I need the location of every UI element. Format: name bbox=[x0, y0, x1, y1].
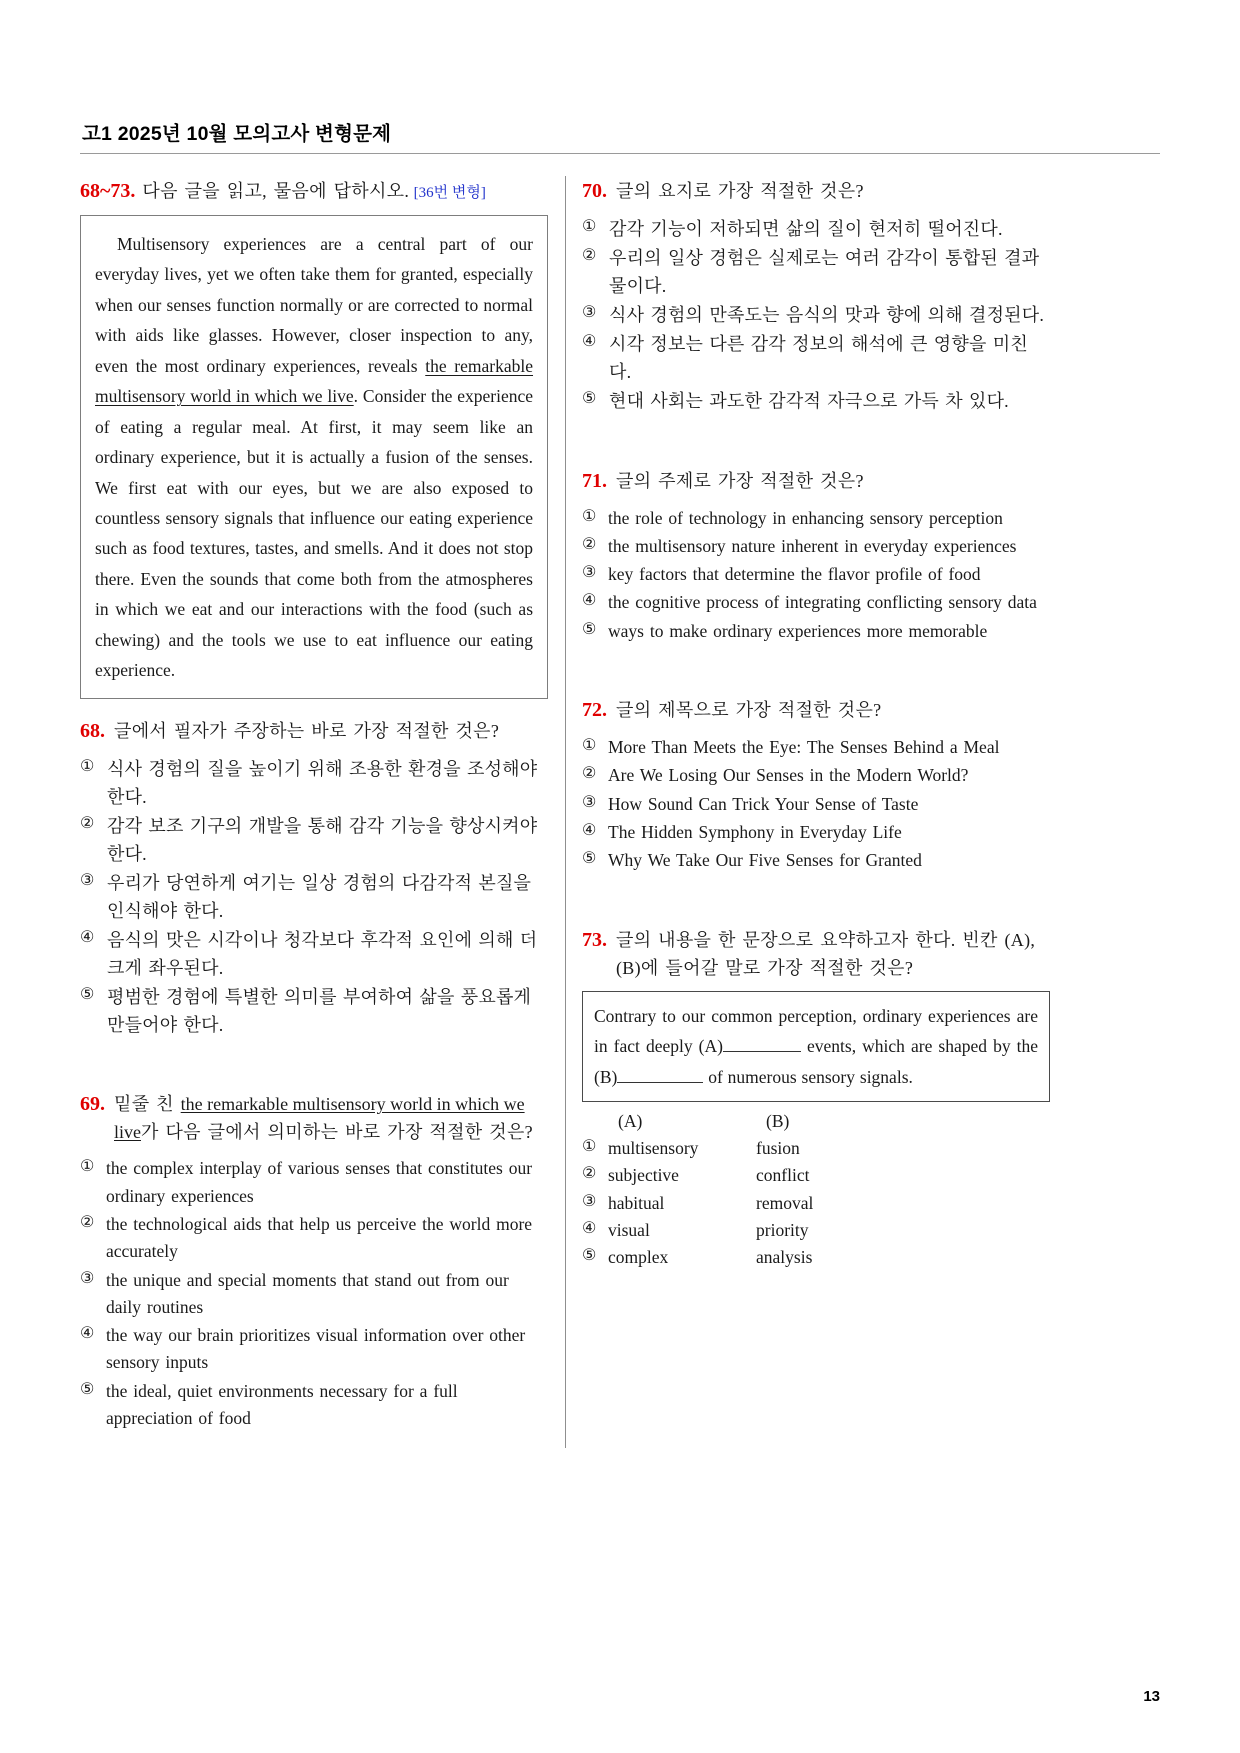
choice-marker: ② bbox=[582, 765, 597, 783]
choice-text: the unique and special moments that stand out from our daily routines bbox=[106, 1269, 509, 1317]
summary-sentence-box bbox=[582, 991, 1050, 1102]
question-73-choices bbox=[582, 1135, 1050, 1271]
question-68-prompt bbox=[80, 716, 548, 746]
choice-text: key factors that determine the flavor profile of food bbox=[608, 564, 981, 585]
choice-marker: ③ bbox=[582, 304, 597, 322]
question-71-number: 71. bbox=[582, 469, 607, 492]
choice-marker: ④ bbox=[80, 1325, 95, 1343]
choice-text: 현대 사회는 과도한 감각적 자극으로 가득 차 있다. bbox=[609, 391, 1009, 412]
question-72-prompt bbox=[582, 695, 1050, 725]
choice-marker: ② bbox=[80, 1213, 95, 1231]
choice-text: the ideal, quiet environments necessary for a full appreciation of food bbox=[106, 1380, 458, 1429]
column-divider bbox=[565, 176, 566, 1448]
choice-text: the technological aids that help us perceive the world more accurately bbox=[106, 1213, 533, 1262]
choice-text-b: conflict bbox=[756, 1165, 810, 1186]
choice-text: 시각 정보는 다른 감각 정보의 해석에 큰 영향을 미친다. bbox=[609, 334, 1028, 383]
question-72-prompt-text: 글의 제목으로 가장 적절한 것은? bbox=[616, 700, 882, 721]
choice-item[interactable] bbox=[582, 505, 1050, 532]
choice-text-b: priority bbox=[756, 1219, 809, 1240]
choice-text: 감각 기능이 저하되면 삶의 질이 현저히 떨어진다. bbox=[609, 219, 1003, 239]
question-range: 68~73. bbox=[80, 180, 136, 202]
choice-item[interactable] bbox=[80, 869, 548, 925]
choice-item[interactable] bbox=[582, 1244, 1050, 1271]
choice-text-a: subjective bbox=[608, 1165, 679, 1186]
blank-b bbox=[617, 1082, 703, 1083]
question-73-prompt bbox=[582, 925, 1050, 982]
section-spacer bbox=[582, 671, 1050, 695]
choice-text: More Than Meets the Eye: The Senses Behind a Meal bbox=[608, 737, 1000, 758]
choice-text-a: complex bbox=[608, 1247, 669, 1268]
choice-item[interactable] bbox=[582, 561, 1050, 588]
choice-marker: ③ bbox=[582, 564, 597, 582]
choice-item[interactable] bbox=[582, 1190, 1050, 1217]
question-69-choices bbox=[80, 1155, 548, 1432]
question-71-prompt bbox=[582, 466, 1050, 496]
choice-item[interactable] bbox=[582, 1217, 1050, 1244]
section-spacer bbox=[582, 442, 1050, 466]
passage-part-1: Multisensory experiences are a central part of our everyday lives, yet we often take them for granted, especially when our senses function normally or are corrected to normal with aids like glasses. However, closer inspection to any, even the most ordinary experiences, reveals bbox=[95, 234, 533, 376]
passage-instruction bbox=[80, 176, 548, 206]
instruction-text: 다음 글을 읽고, 물음에 답하시오. bbox=[142, 181, 410, 201]
choice-item[interactable] bbox=[582, 244, 1050, 300]
choice-item[interactable] bbox=[582, 1162, 1050, 1189]
choice-text-b: removal bbox=[756, 1192, 814, 1213]
choice-marker: ② bbox=[582, 1165, 597, 1183]
choice-text-a: multisensory bbox=[608, 1137, 699, 1158]
choice-marker: ④ bbox=[582, 821, 597, 839]
reading-passage-box bbox=[80, 215, 548, 699]
question-69-prompt-pre: 밑줄 친 bbox=[114, 1094, 181, 1115]
right-column bbox=[582, 176, 1050, 1546]
question-70-prompt bbox=[582, 176, 1050, 206]
choice-marker: ⑤ bbox=[582, 620, 597, 638]
choice-item[interactable] bbox=[582, 387, 1050, 415]
choice-text: 음식의 맛은 시각이나 청각보다 후각적 요인에 의해 더 크게 좌우된다. bbox=[107, 930, 538, 979]
answer-table-header bbox=[582, 1111, 1050, 1132]
section-spacer bbox=[80, 1065, 548, 1089]
choice-item[interactable] bbox=[582, 819, 1050, 846]
choice-marker: ④ bbox=[582, 333, 597, 351]
choice-text: How Sound Can Trick Your Sense of Taste bbox=[608, 793, 919, 814]
column-gutter bbox=[548, 176, 582, 1546]
choice-text: 평범한 경험에 특별한 의미를 부여하여 삶을 풍요롭게 만들어야 한다. bbox=[107, 987, 532, 1036]
choice-item[interactable] bbox=[582, 791, 1050, 818]
left-column bbox=[80, 176, 548, 1546]
question-69-underlined-phrase: the remarkable multisensory world in which we live bbox=[114, 1094, 525, 1143]
question-68-number: 68. bbox=[80, 719, 105, 742]
choice-text: the multisensory nature inherent in everyday experiences bbox=[608, 535, 1017, 556]
question-69-prompt bbox=[80, 1089, 548, 1146]
choice-text-b: analysis bbox=[756, 1247, 813, 1268]
question-69-prompt-post: 가 다음 글에서 의미하는 바로 가장 적절한 것은? bbox=[141, 1122, 533, 1143]
question-69-number: 69. bbox=[80, 1093, 105, 1116]
choice-marker: ① bbox=[582, 1137, 597, 1155]
section-spacer bbox=[582, 901, 1050, 925]
summary-segment-3: of numerous sensory signals. bbox=[703, 1067, 913, 1088]
choice-text: Are We Losing Our Senses in the Modern World? bbox=[608, 765, 969, 786]
question-68-choices bbox=[80, 755, 548, 1040]
summary-sentence-text bbox=[594, 1001, 1038, 1093]
choice-marker: ① bbox=[582, 507, 597, 525]
choice-marker: ③ bbox=[80, 871, 95, 889]
question-72-number: 72. bbox=[582, 699, 607, 722]
choice-text-a: visual bbox=[608, 1219, 650, 1240]
question-70 bbox=[582, 176, 1050, 416]
choice-text: ways to make ordinary experiences more memorable bbox=[608, 620, 988, 641]
choice-item[interactable] bbox=[582, 847, 1050, 874]
choice-marker: ① bbox=[80, 757, 95, 775]
question-70-choices bbox=[582, 215, 1050, 416]
page-number: 13 bbox=[1143, 1688, 1160, 1705]
choice-item[interactable] bbox=[582, 330, 1050, 386]
blank-a bbox=[723, 1051, 801, 1052]
choice-marker: ② bbox=[80, 814, 95, 832]
choice-marker: ⑤ bbox=[80, 986, 95, 1004]
choice-marker: ① bbox=[582, 737, 597, 755]
choice-item[interactable] bbox=[80, 1267, 548, 1322]
question-69 bbox=[80, 1089, 548, 1432]
choice-item[interactable] bbox=[80, 926, 548, 982]
header-divider bbox=[80, 153, 1160, 154]
choice-item[interactable] bbox=[80, 1155, 548, 1210]
question-71 bbox=[582, 466, 1050, 645]
question-73 bbox=[582, 925, 1050, 1272]
choice-marker: ② bbox=[582, 535, 597, 553]
choice-item[interactable] bbox=[582, 734, 1050, 761]
question-73-prompt-line-2: (B)에 들어갈 말로 가장 적절한 것은? bbox=[616, 957, 914, 978]
question-71-prompt-text: 글의 주제로 가장 적절한 것은? bbox=[616, 470, 864, 491]
question-70-prompt-text: 글의 요지로 가장 적절한 것은? bbox=[616, 181, 864, 201]
choice-item[interactable] bbox=[582, 762, 1050, 789]
choice-item[interactable] bbox=[80, 983, 548, 1039]
question-68 bbox=[80, 716, 548, 1040]
choice-item[interactable] bbox=[80, 812, 548, 868]
choice-marker: ① bbox=[582, 218, 597, 235]
choice-item[interactable] bbox=[582, 618, 1050, 645]
summary-segment-2: events, which are shaped by the (B) bbox=[594, 1036, 1039, 1088]
question-73-number: 73. bbox=[582, 928, 607, 951]
passage-part-2: . Consider the experience of eating a regular meal. At first, it may seem like an ordinary experience, but it is actually a fusion of the senses. We first eat with our eyes, but we are also exposed to countless sensory signals that influence our eating experience such as food textures, tastes, and smells. And it does not stop there. Even the sounds that come both from the atmospheres in which we eat and our interactions with the food (such as chewing) and the tools we use to eat influence our eating experience. bbox=[95, 386, 534, 681]
question-70-number: 70. bbox=[582, 180, 607, 202]
choice-text-a: habitual bbox=[608, 1192, 665, 1213]
choice-marker: ③ bbox=[582, 793, 597, 811]
choice-item[interactable] bbox=[80, 1322, 548, 1377]
summary-segment-1: Contrary to our common perception, ordinary experiences are in fact deeply (A) bbox=[594, 1005, 1038, 1057]
choice-text: 감각 보조 기구의 개발을 통해 감각 기능을 향상시켜야 한다. bbox=[107, 815, 538, 864]
choice-text: the way our brain prioritizes visual information over other sensory inputs bbox=[106, 1325, 526, 1373]
choice-marker: ④ bbox=[80, 929, 95, 947]
choice-item[interactable] bbox=[80, 1211, 548, 1266]
choice-item[interactable] bbox=[582, 533, 1050, 560]
choice-text: 식사 경험의 질을 높이기 위해 조용한 환경을 조성해야 한다. bbox=[107, 758, 538, 807]
question-73-prompt-line-1: 글의 내용을 한 문장으로 요약하고자 한다. 빈칸 (A), bbox=[616, 929, 1036, 950]
source-tag: [36번 변형] bbox=[413, 185, 486, 201]
choice-marker: ④ bbox=[582, 592, 597, 610]
choice-marker: ② bbox=[582, 247, 597, 265]
choice-item[interactable] bbox=[582, 589, 1050, 616]
two-column-layout bbox=[80, 176, 1160, 1546]
choice-marker: ⑤ bbox=[582, 1247, 597, 1265]
choice-item[interactable] bbox=[80, 1378, 548, 1433]
choice-text: the complex interplay of various senses that constitutes our ordinary experiences bbox=[106, 1158, 533, 1206]
choice-item[interactable] bbox=[582, 215, 1050, 243]
choice-item[interactable] bbox=[80, 755, 548, 811]
choice-item[interactable] bbox=[582, 1135, 1050, 1162]
choice-text: 우리가 당연하게 여기는 일상 경험의 다감각적 본질을 인식해야 한다. bbox=[107, 872, 532, 921]
choice-item[interactable] bbox=[582, 301, 1050, 329]
choice-marker: ⑤ bbox=[80, 1380, 95, 1398]
choice-marker: ⑤ bbox=[582, 390, 597, 408]
choice-marker: ③ bbox=[582, 1192, 597, 1210]
question-68-prompt-text: 글에서 필자가 주장하는 바로 가장 적절한 것은? bbox=[114, 720, 500, 741]
question-72-choices bbox=[582, 734, 1050, 874]
choice-marker: ④ bbox=[582, 1219, 597, 1237]
page-title: 고1 2025년 10월 모의고사 변형문제 bbox=[82, 123, 392, 145]
reading-passage-text bbox=[95, 229, 533, 686]
choice-marker: ① bbox=[80, 1158, 95, 1176]
choice-text: 식사 경험의 만족도는 음식의 맛과 향에 의해 결정된다. bbox=[609, 305, 1045, 326]
choice-marker: ③ bbox=[80, 1269, 95, 1287]
question-71-choices bbox=[582, 505, 1050, 645]
choice-marker: ⑤ bbox=[582, 850, 597, 868]
choice-text: the cognitive process of integrating conflicting sensory data bbox=[608, 592, 1037, 613]
choice-text: 우리의 일상 경험은 실제로는 여러 감각이 통합된 결과물이다. bbox=[609, 248, 1040, 297]
choice-text: The Hidden Symphony in Everyday Life bbox=[608, 821, 902, 842]
column-b-header: (B) bbox=[766, 1110, 790, 1131]
choice-text: Why We Take Our Five Senses for Granted bbox=[608, 850, 922, 871]
choice-text-b: fusion bbox=[756, 1137, 800, 1158]
passage-underlined-phrase: the remarkable multisensory world in which we live bbox=[95, 355, 534, 407]
choice-text: the role of technology in enhancing sensory perception bbox=[608, 507, 1003, 528]
question-72 bbox=[582, 695, 1050, 874]
column-a-header: (A) bbox=[618, 1110, 643, 1131]
